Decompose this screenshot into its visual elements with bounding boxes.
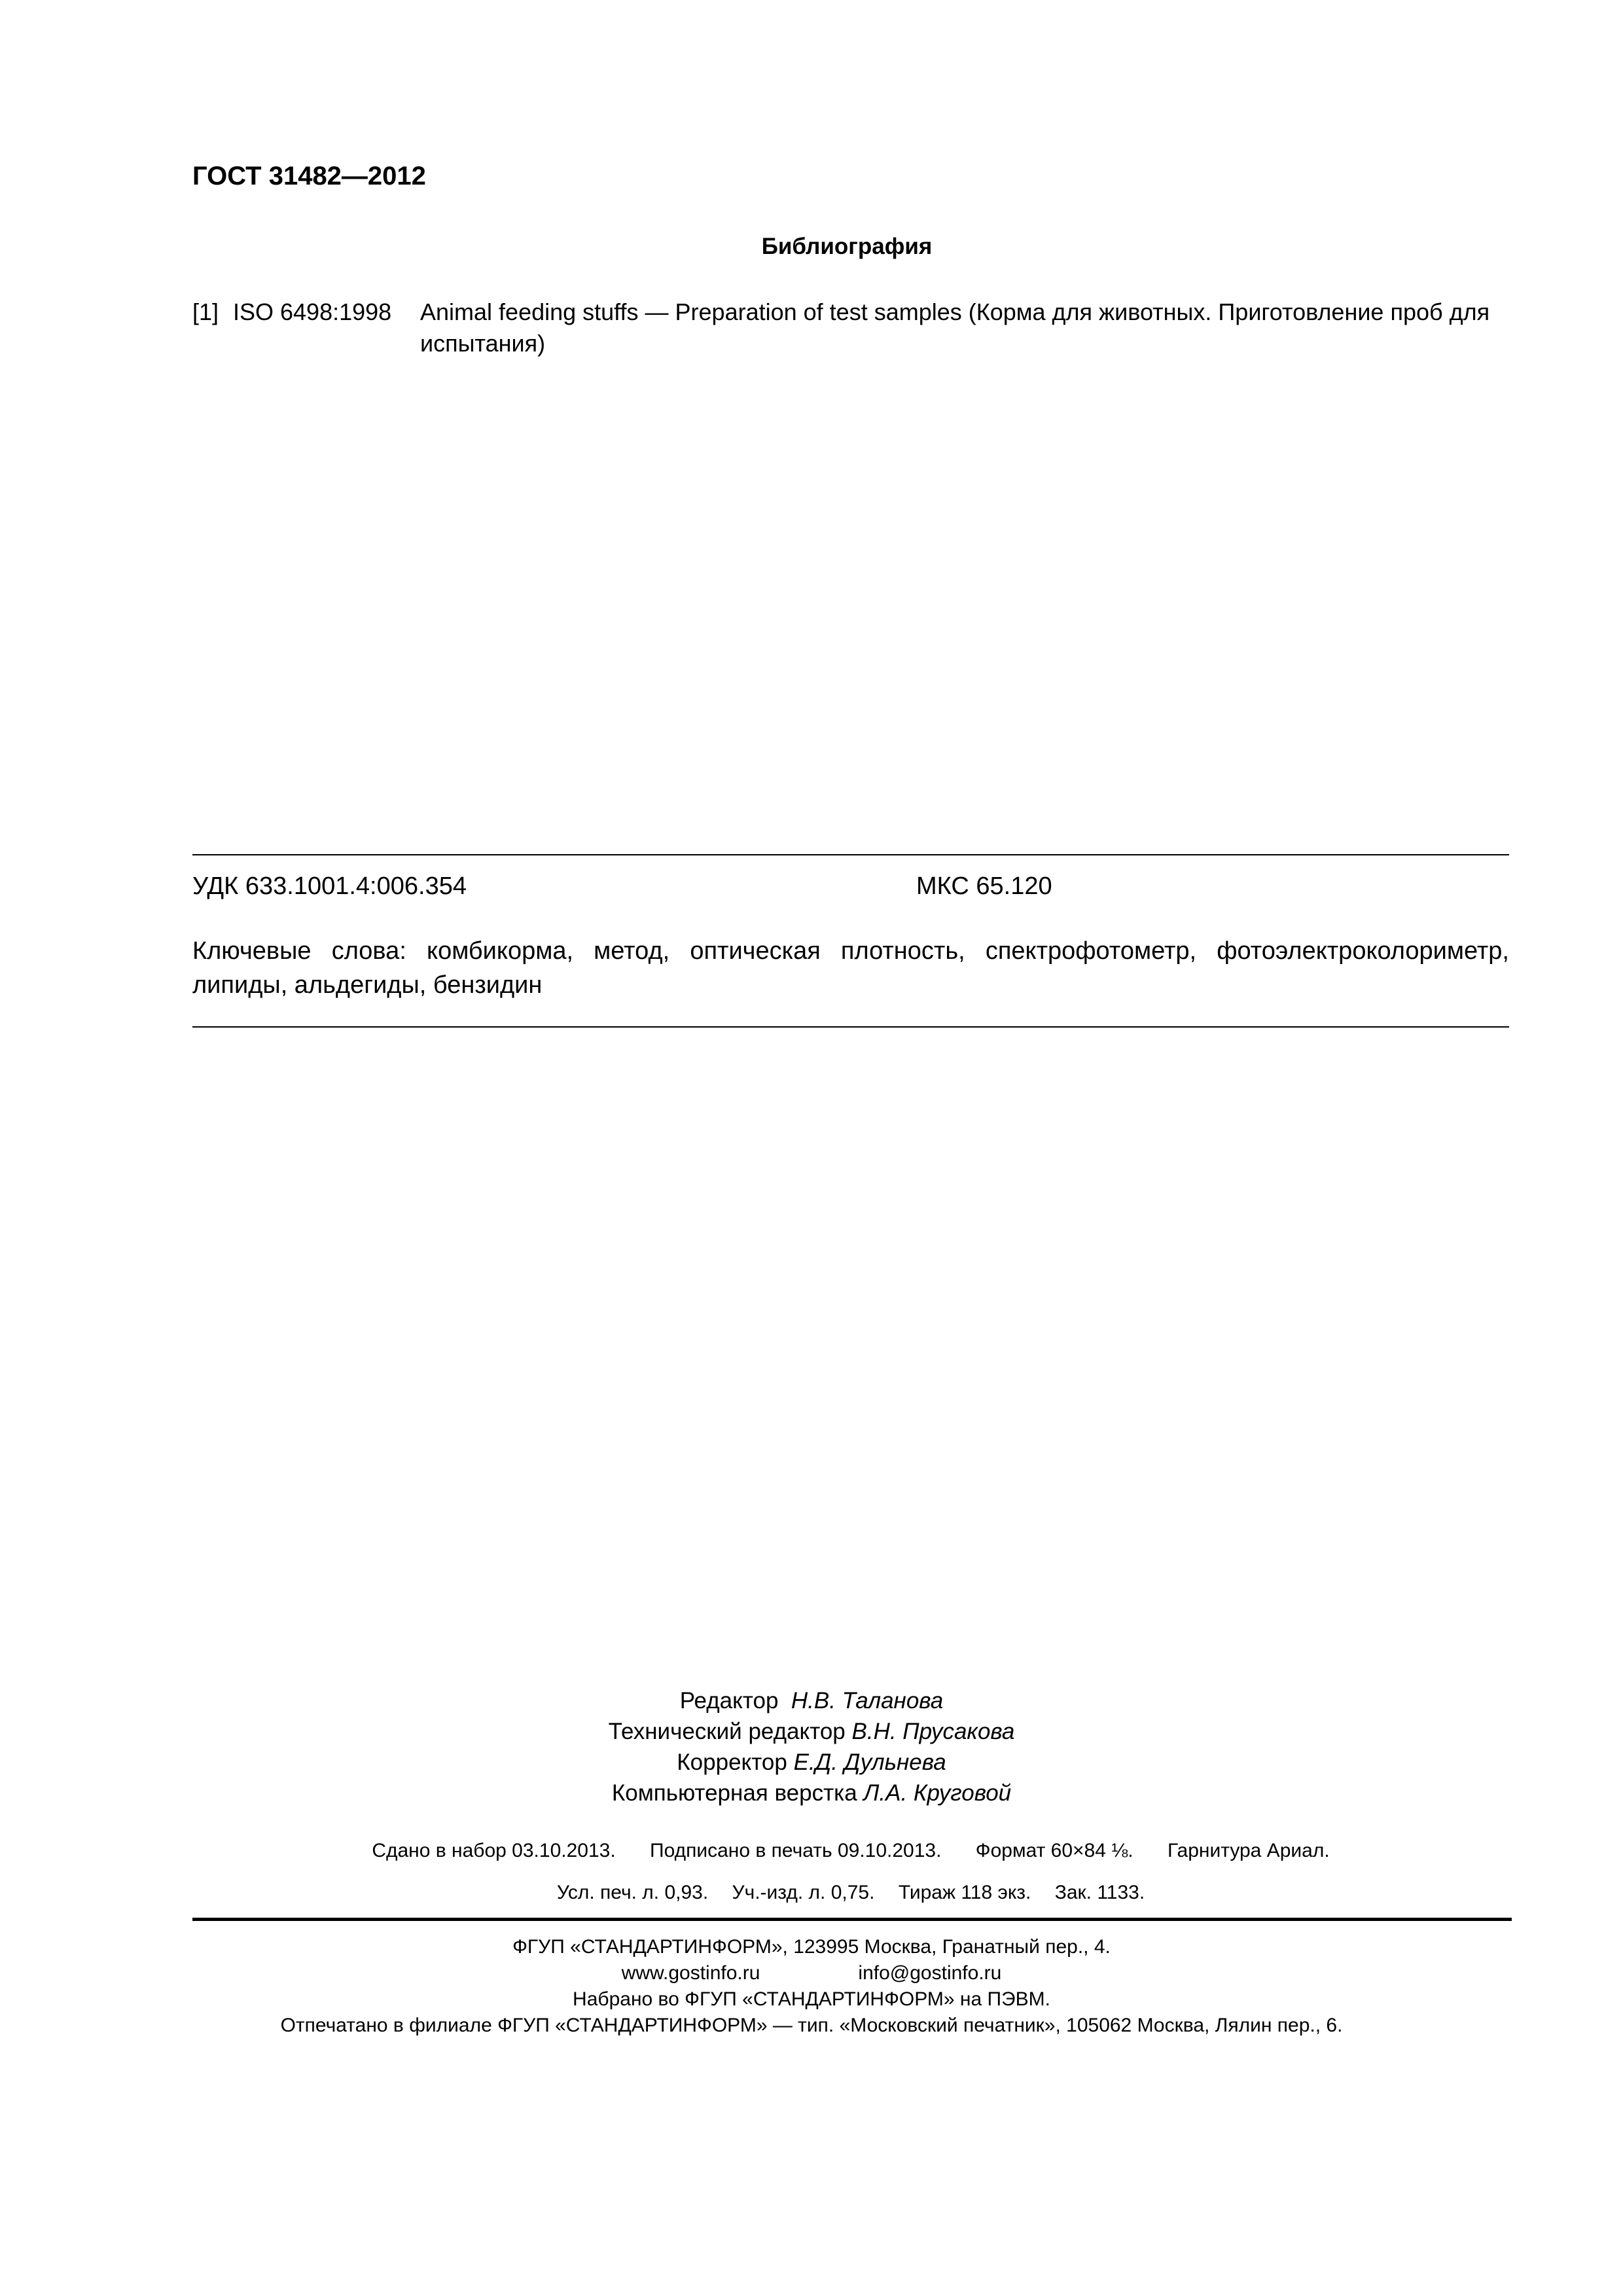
imprint-line-2 [192,1880,1509,1906]
reference-number: [1] [192,298,219,325]
imprint-typeface: Гарнитура Ариал. [1167,1840,1330,1861]
document-code: ГОСТ 31482—2012 [192,162,426,190]
publisher-email[interactable]: info@gostinfo.ru [858,1962,1002,1984]
publisher-printed: Отпечатано в филиале ФГУП «СТАНДАРТИНФОРМ» — тип. «Московский печатник», 105062 Москва, Лялин пер., 6. [280,2015,1343,2036]
publisher-block [0,1934,1623,2039]
publisher-address: ФГУП «СТАНДАРТИНФОРМ», 123995 Москва, Гранатный пер., 4. [512,1936,1111,1958]
imprint-publisher-sheets: Уч.-изд. л. 0,75. [732,1882,875,1903]
bibliography-entry [192,296,1508,362]
reference-title: Animal feeding stuffs — Preparation of test samples (Корма для животных. Приготовление проб для испытания) [420,298,1490,357]
credit-technical-editor: Технический редактор В.Н. Прусакова [608,1719,1015,1744]
imprint-divider [192,1918,1512,1921]
bibliography-title: Библиография [761,234,933,259]
credit-proofreader: Корректор Е.Д. Дульнева [677,1749,946,1775]
credits-block [157,1685,1466,1808]
top-divider [192,854,1509,855]
bottom-divider [192,1026,1509,1028]
publisher-website[interactable]: www.gostinfo.ru [621,1962,760,1984]
credit-editor: Редактор Н.В. Таланова [679,1688,944,1713]
imprint-order-number: Зак. 1133. [1054,1882,1145,1903]
imprint-typeset-date: Сдано в набор 03.10.2013. [372,1840,616,1861]
keywords: Ключевые слова: комбикорма, метод, оптическая плотность, спектрофотометр, фотоэлектроколориметр, липиды, альдегиды, бензидин [192,937,1509,999]
publisher-contacts [0,1960,1623,1986]
imprint-format: Формат 60×84 ⅛. [975,1840,1133,1861]
publisher-typeset: Набрано во ФГУП «СТАНДАРТИНФОРМ» на ПЭВМ. [573,1988,1050,2010]
imprint-print-run: Тираж 118 экз. [898,1882,1031,1903]
reference-standard-code: ISO 6498:1998 [233,298,392,325]
imprint-print-sheets: Усл. печ. л. 0,93. [556,1882,709,1903]
mks-code: МКС 65.120 [916,872,1052,900]
udk-code: УДК 633.1001.4:006.354 [192,872,467,900]
credit-layout: Компьютерная верстка Л.А. Круговой [611,1780,1012,1806]
imprint-signed-date: Подписано в печать 09.10.2013. [650,1840,942,1861]
imprint-line-1 [192,1838,1509,1864]
